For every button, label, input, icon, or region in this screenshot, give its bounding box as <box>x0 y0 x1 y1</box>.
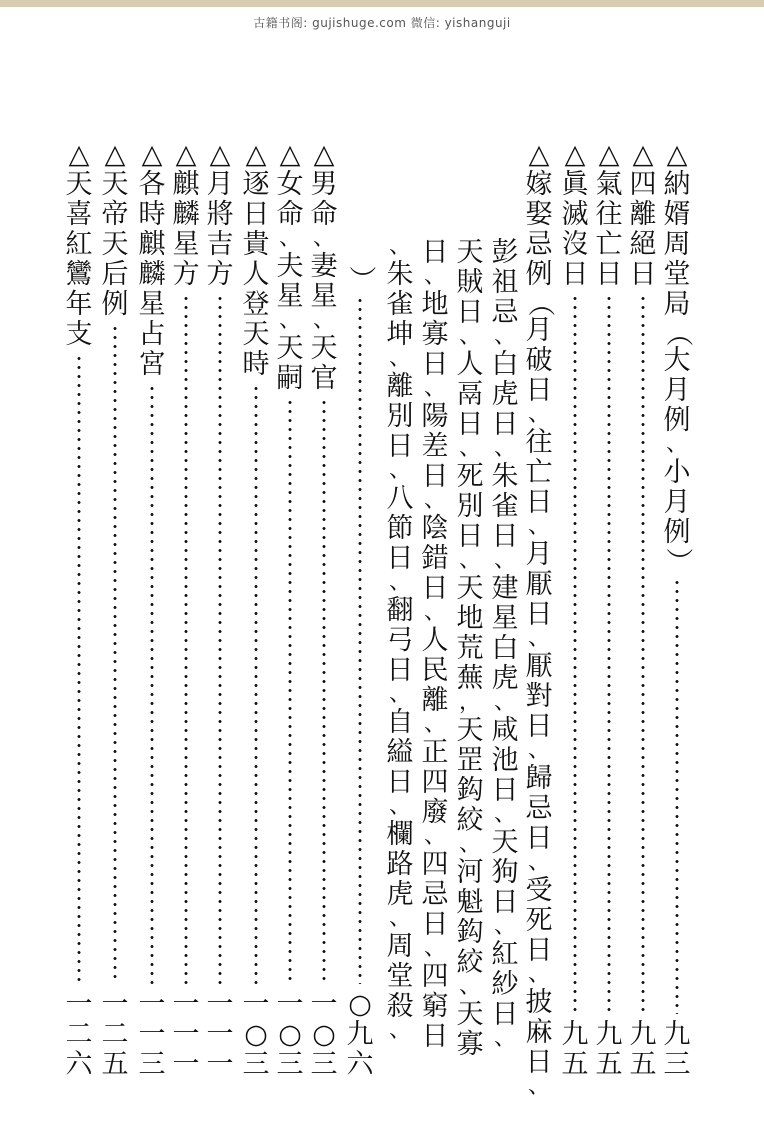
page-number: 一 一 一 <box>206 989 234 1080</box>
dot-leader <box>322 398 326 984</box>
toc-entry <box>455 238 485 1060</box>
entry-title: ） <box>345 265 376 293</box>
dot-leader <box>77 354 81 984</box>
page-number: 一 二 六 <box>65 989 93 1080</box>
page-number: 一 一 三 <box>138 989 166 1080</box>
site-watermark-header: 古籍书阁: gujishuge.com 微信: yishanguji <box>253 16 511 30</box>
dot-leader <box>113 324 117 984</box>
entry-title: △ 四 離 絕 日 <box>629 139 657 290</box>
dot-leader <box>218 294 222 984</box>
toc-entry <box>490 238 520 1052</box>
page-number: 九 五 <box>629 1019 657 1080</box>
dot-leader <box>288 398 292 984</box>
entry-title: △ 天 喜 紅 鸞 年 支 <box>65 139 93 350</box>
toc-entry <box>524 140 554 1100</box>
dot-leader <box>184 294 188 984</box>
page-number: 一 一 一 <box>172 989 200 1080</box>
entry-title: 天 賊 日 、 人 鬲 日 、 死 別 日 、 天 地 荒 蕪 ， 天 罡 鈎 絞 、 河 魁 鈎 絞 、 天 寡 <box>456 237 484 1060</box>
entry-title: △ 月 將 吉 方 <box>206 139 234 290</box>
entry-title: △ 氣 往 亡 日 <box>595 139 623 290</box>
top-border <box>0 0 764 7</box>
dot-leader <box>254 384 258 984</box>
toc-entry <box>275 140 305 1080</box>
page-number: 九 三 <box>663 1019 691 1080</box>
dot-leader <box>607 294 611 1014</box>
toc-entry <box>420 238 450 1052</box>
page-number: 一 ○ 三 <box>310 989 338 1080</box>
dot-leader <box>150 384 154 984</box>
toc-entry <box>205 140 235 1080</box>
toc-entry <box>345 266 375 1080</box>
entry-title: 日 、 地 寡 日 、 陽 差 日 、 陰 錯 日 、 人 民 離 、 正 四 廢 、 四 忌 日 、 四 窮 日 <box>421 237 449 1052</box>
entry-title: △ 麒 麟 星 方 <box>172 139 200 290</box>
entry-title: △ 女 命 、 夫 星 、 天 嗣 <box>276 139 304 394</box>
toc-entry <box>64 140 94 1080</box>
entry-title: △ 納 婿 周 堂 局 （ 大 月 例 、 小 月 例 ） <box>662 139 693 575</box>
page-number: 一 ○ 三 <box>276 989 304 1080</box>
dot-leader <box>358 296 362 984</box>
entry-title: △ 逐 日 貴 人 登 天 時 <box>242 139 270 380</box>
page-number: ○ 九 六 <box>346 989 374 1080</box>
toc-entry <box>560 140 590 1080</box>
dot-leader <box>573 294 577 1014</box>
entry-title: △ 嫁 娶 忌 例 （ 月 破 日 、 往 亡 日 、 月 厭 日 、 厭 對 日 、 歸 忌 日 、 受 死 日 、 披 麻 日 、 <box>524 139 555 1099</box>
toc-entry <box>241 140 271 1080</box>
toc-entry <box>628 140 658 1080</box>
page-number: 九 五 <box>595 1019 623 1080</box>
page-number: 九 五 <box>561 1019 589 1080</box>
entry-title: 、 朱 雀 坤 、 離 別 日 、 八 節 日 、 翻 弓 日 、 自 縊 日 、 欄 路 虎 、 周 堂 殺 、 <box>386 234 414 1043</box>
toc-entry <box>385 234 415 1044</box>
entry-title: 彭 祖 忌 、 白 虎 日 、 朱 雀 日 、 建 星 白 虎 、 咸 池 日 、 天 狗 日 、 紅 紗 日 、 <box>491 237 519 1051</box>
toc-entry <box>137 140 167 1080</box>
entry-title: △ 各 時 麒 麟 星 占 宮 <box>138 139 166 380</box>
entry-title: △ 眞 滅 沒 日 <box>561 139 589 290</box>
toc-entry <box>594 140 624 1080</box>
dot-leader <box>641 294 645 1014</box>
entry-title: △ 天 帝 天 后 例 <box>101 139 129 320</box>
toc-entry <box>662 140 692 1080</box>
page-number: 一 ○ 三 <box>242 989 270 1080</box>
toc-entry <box>171 140 201 1080</box>
dot-leader <box>675 578 679 1014</box>
toc-entry <box>100 140 130 1080</box>
toc-entry <box>309 140 339 1080</box>
page-number: 一 二 五 <box>101 989 129 1080</box>
entry-title: △ 男 命 、 妻 星 、 天 官 <box>310 139 338 394</box>
